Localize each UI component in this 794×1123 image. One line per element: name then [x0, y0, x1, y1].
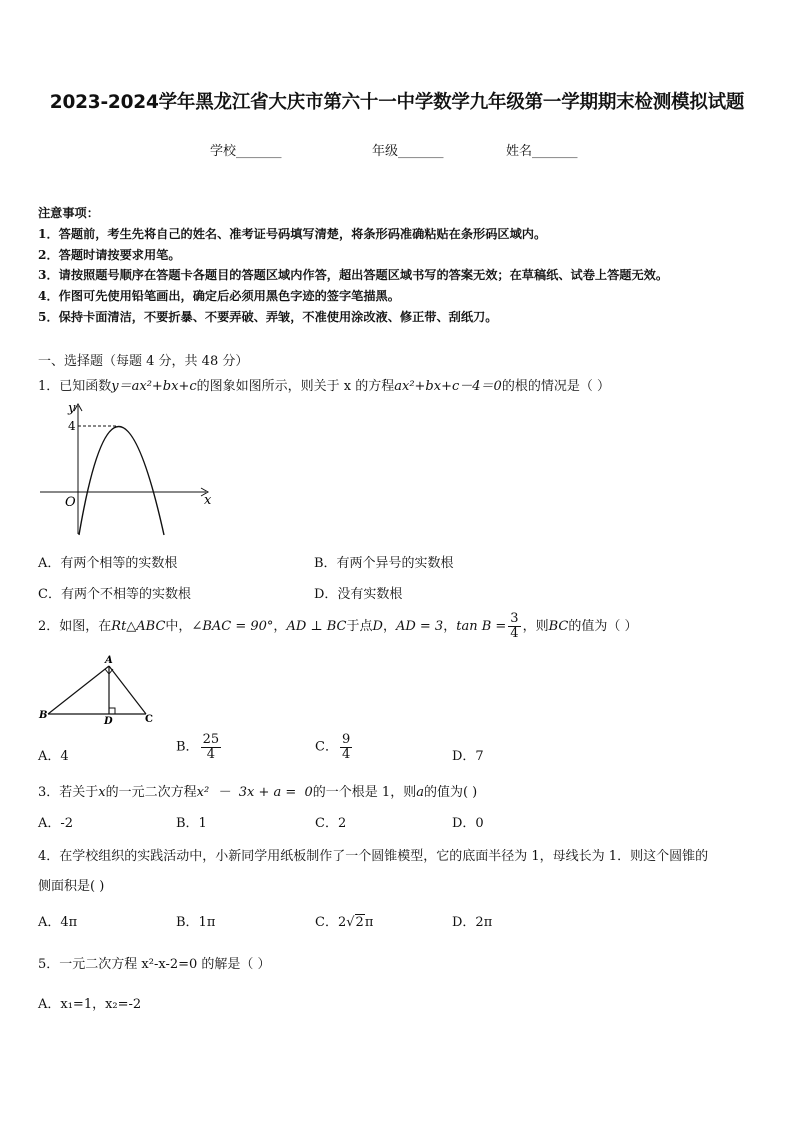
- option-a: A．4: [38, 749, 69, 764]
- option-d: D．0: [452, 816, 484, 831]
- equation-expression: ax²+bx+c－4＝0: [394, 379, 502, 394]
- option-b: B．1π: [176, 915, 216, 930]
- question-3-stem: 3．若关于x的一元二次方程x² － 3x + a = 0的一个根是 1，则a的值为( ): [38, 785, 478, 800]
- option-a: A．x₁=1，x₂=-2: [38, 997, 142, 1012]
- side-ab: [48, 666, 109, 714]
- question-5-stem: 5．一元二次方程 x²-x-2=0 的解是（ ）: [38, 957, 271, 972]
- section-heading: 一、选择题（每题 4 分，共 48 分）: [38, 354, 249, 369]
- side-ac: [109, 666, 146, 714]
- option-d: D．2π: [452, 915, 493, 930]
- notice-item: 5．保持卡面清洁，不要折暴、不要弄破、弄皱，不准使用涂改液、修正带、刮纸刀。: [38, 310, 498, 324]
- triangle-figure: [38, 652, 168, 727]
- function-expression: y＝ax²+bx+c: [111, 379, 197, 394]
- right-angle-mark-d: [109, 708, 115, 714]
- option-b: B． $\frac{25}{4}$: [176, 732, 220, 762]
- question-1-stem: 1．已知函数y＝ax²+bx+c的图象如图所示，则关于 x 的方程ax²+bx+c－4＝0的根的情况是（ ）: [38, 379, 610, 394]
- x-axis-label: x: [204, 493, 212, 508]
- option-c: C．2: [315, 816, 347, 831]
- tan-fraction: $\frac{3}{4}$: [510, 611, 519, 641]
- parabola-curve: [79, 427, 164, 536]
- option-d: D．7: [452, 749, 484, 764]
- option-a: A．有两个相等的实数根: [38, 556, 178, 571]
- notice-item: 3．请按照题号顺序在答题卡各题目的答题区域内作答，超出答题区域书写的答案无效；在草稿纸、试卷上答题无效。: [38, 268, 669, 282]
- notice-heading: 注意事项：: [38, 206, 99, 220]
- question-2-stem: 2．如图，在Rt△ABC中，∠BAC = 90°，AD ⊥ BC于点D，AD = 3，tan B = $\frac{3}{4}$ ，则BC的值为（ ）: [38, 611, 638, 641]
- school-field: 学校_______: [210, 144, 282, 159]
- parabola-graph: [38, 398, 218, 538]
- point-d-label: D: [104, 716, 113, 727]
- option-d: D．没有实数根: [314, 587, 403, 602]
- origin-label: O: [65, 495, 76, 510]
- option-a: A．-2: [38, 816, 74, 831]
- question-4-line-2: 侧面积是( ): [38, 879, 105, 894]
- page-title: 2023-2024学年黑龙江省大庆市第六十一中学数学九年级第一学期期末检测模拟试题: [49, 92, 745, 113]
- option-c: C．2√2π: [315, 915, 374, 930]
- option-a: A．4π: [38, 915, 78, 930]
- name-field: 姓名_______: [506, 144, 578, 159]
- option-b: B．有两个异号的实数根: [314, 556, 454, 571]
- notice-item: 4．作图可先使用铅笔画出，确定后必须用黑色字迹的签字笔描黑。: [38, 289, 400, 303]
- question-4-line-1: 4．在学校组织的实践活动中，小新同学用纸板制作了一个圆锥模型，它的底面半径为 1，母线长为 1．则这个圆锥的: [38, 849, 709, 864]
- vertex-b-label: B: [39, 710, 48, 721]
- notice-item: 2．答题时请按要求用笔。: [38, 248, 181, 262]
- y-axis-label: y: [68, 401, 76, 416]
- tick-label-4: 4: [68, 419, 76, 433]
- grade-field: 年级_______: [372, 144, 444, 159]
- vertex-c-label: C: [145, 714, 153, 725]
- vertex-a-label: A: [105, 655, 113, 666]
- option-c: C．有两个不相等的实数根: [38, 587, 191, 602]
- option-c: C． $\frac{9}{4}$: [315, 732, 351, 762]
- option-b: B．1: [176, 816, 207, 831]
- notice-item: 1．答题前，考生先将自己的姓名、准考证号码填写清楚，将条形码准确粘贴在条形码区域内。: [38, 227, 547, 241]
